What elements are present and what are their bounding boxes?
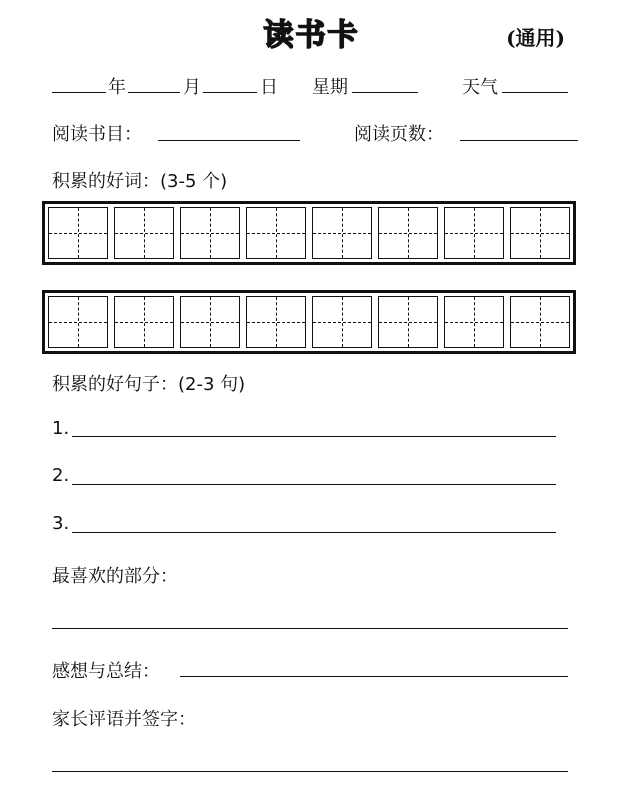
pages-blank[interactable] bbox=[460, 140, 578, 141]
word-cell[interactable] bbox=[180, 296, 240, 348]
pages-label: 阅读页数： bbox=[354, 124, 444, 145]
word-cell[interactable] bbox=[378, 296, 438, 348]
sentence-line-2[interactable] bbox=[72, 484, 556, 485]
word-cell[interactable] bbox=[444, 207, 504, 259]
book-title-label: 阅读书目： bbox=[52, 124, 142, 145]
word-cell[interactable] bbox=[246, 207, 306, 259]
good-sentences-label: 积累的好句子：(2-3 句) bbox=[52, 374, 246, 395]
good-words-label: 积累的好词：(3-5 个) bbox=[52, 171, 228, 192]
word-cell[interactable] bbox=[114, 207, 174, 259]
parent-comment-line[interactable] bbox=[52, 771, 568, 772]
word-cell[interactable] bbox=[312, 296, 372, 348]
favorite-part-label: 最喜欢的部分： bbox=[52, 566, 178, 587]
weather-blank[interactable] bbox=[502, 92, 568, 93]
word-cell[interactable] bbox=[444, 296, 504, 348]
word-cell[interactable] bbox=[378, 207, 438, 259]
sentence-line-3[interactable] bbox=[72, 532, 556, 533]
word-cell[interactable] bbox=[48, 207, 108, 259]
word-cell[interactable] bbox=[510, 207, 570, 259]
summary-line[interactable] bbox=[180, 676, 568, 677]
sentence-number-2: 2. bbox=[52, 465, 70, 486]
sentence-number-1: 1. bbox=[52, 418, 70, 439]
year-label: 年 bbox=[108, 77, 126, 98]
month-blank[interactable] bbox=[128, 92, 180, 93]
sentence-number-3: 3. bbox=[52, 513, 70, 534]
word-cell[interactable] bbox=[510, 296, 570, 348]
word-cell[interactable] bbox=[312, 207, 372, 259]
word-grid-row-2[interactable] bbox=[42, 290, 576, 354]
general-tag: (通用) bbox=[506, 26, 565, 50]
sentence-line-1[interactable] bbox=[72, 436, 556, 437]
card-title: 读书卡 bbox=[263, 18, 360, 53]
day-label: 日 bbox=[260, 77, 278, 98]
day-blank[interactable] bbox=[203, 92, 257, 93]
summary-label: 感想与总结： bbox=[52, 661, 160, 682]
month-label: 月 bbox=[183, 77, 201, 98]
word-cell[interactable] bbox=[114, 296, 174, 348]
word-cell[interactable] bbox=[180, 207, 240, 259]
word-grid-row-1[interactable] bbox=[42, 201, 576, 265]
favorite-part-line[interactable] bbox=[52, 628, 568, 629]
weekday-blank[interactable] bbox=[352, 92, 418, 93]
weekday-label: 星期 bbox=[312, 77, 348, 98]
word-cell[interactable] bbox=[48, 296, 108, 348]
year-blank[interactable] bbox=[52, 92, 106, 93]
parent-comment-label: 家长评语并签字： bbox=[52, 709, 196, 730]
book-title-blank[interactable] bbox=[158, 140, 300, 141]
word-cell[interactable] bbox=[246, 296, 306, 348]
weather-label: 天气 bbox=[462, 77, 498, 98]
